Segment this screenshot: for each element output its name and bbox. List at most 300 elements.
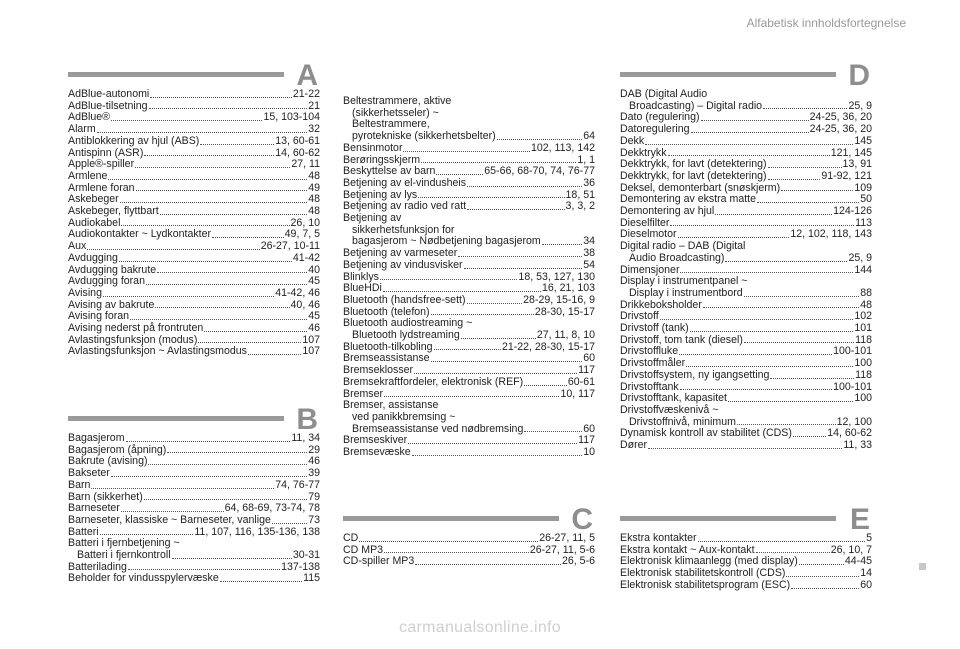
- dot-leader: [108, 179, 307, 180]
- entry-term: Avising foran: [68, 310, 130, 323]
- entry-term: Antiblokkering av hjul (ABS): [68, 134, 200, 147]
- entry-pages: 1, 1: [577, 153, 595, 166]
- index-entry: [620, 171, 872, 183]
- dot-leader: [791, 588, 859, 589]
- entry-term: Betjening av el-vindusheis: [343, 176, 467, 189]
- dot-leader: [680, 272, 853, 273]
- entry-pages: 46: [308, 455, 320, 468]
- index-entry: [620, 580, 872, 592]
- dot-leader: [768, 167, 842, 168]
- entry-pages: 11, 33: [843, 439, 872, 452]
- index-entry: [68, 253, 320, 265]
- entry-term: Avlastingsfunksjon ~ Avlastingsmodus: [68, 345, 247, 358]
- index-entry: [343, 178, 595, 190]
- entry-pages: 34: [583, 235, 595, 248]
- entry-pages: 48: [308, 193, 320, 206]
- section-d-header: [620, 59, 872, 92]
- entry-pages: 21-22, 28-30, 15-17: [501, 340, 595, 353]
- entry-term: Drikkeboksholder: [620, 298, 702, 311]
- entry-term: Dynamisk kontroll av stabilitet (CDS): [620, 427, 792, 440]
- dot-leader: [786, 576, 859, 577]
- entry-pages: 45: [308, 310, 320, 323]
- dot-leader: [126, 441, 291, 442]
- dot-leader: [744, 296, 860, 297]
- entry-term: DAB (Digital Audio: [620, 88, 708, 100]
- dot-leader: [670, 225, 854, 226]
- entry-pages: 102: [854, 310, 872, 323]
- entry-pages: 121, 145: [830, 146, 872, 159]
- entry-pages: 11, 34: [291, 432, 320, 444]
- entry-pages: 48: [308, 205, 320, 218]
- entry-term: Dekktrykk, for lavt (detektering): [620, 169, 767, 182]
- index-entry: [620, 370, 872, 382]
- dot-leader: [703, 307, 859, 308]
- index-entries-b-cont: [343, 96, 595, 459]
- entry-pages: 117: [578, 364, 595, 377]
- entry-term: Demontering av ekstra matte: [620, 193, 757, 206]
- entry-pages: 32: [308, 123, 320, 136]
- dot-leader: [272, 523, 307, 524]
- index-entry: [620, 533, 872, 545]
- section-b-header: [68, 403, 320, 436]
- dot-leader: [542, 244, 582, 245]
- index-entry: [68, 112, 320, 124]
- dot-leader: [384, 396, 559, 397]
- dot-leader: [200, 144, 274, 145]
- entry-pages: 60-61: [567, 375, 595, 388]
- entry-term: Elektronisk stabilitetskontroll (CDS): [620, 567, 786, 580]
- index-entry: [620, 323, 872, 335]
- dot-leader: [770, 378, 854, 379]
- index-entry: [68, 573, 320, 585]
- entry-term: Avising av bakrute: [68, 298, 155, 311]
- entry-term: Bluetooth lydstreaming: [352, 329, 460, 342]
- entry-term: Batteri: [68, 525, 99, 538]
- section-e-header: [620, 503, 872, 536]
- section-letter: B: [296, 403, 318, 436]
- entry-pages: 21: [308, 99, 320, 112]
- dot-leader: [414, 373, 577, 374]
- entry-term: Apple®-spiller: [68, 158, 135, 171]
- entry-term: Bensinmotor: [343, 141, 403, 154]
- entry-pages: 124-126: [833, 205, 872, 218]
- entry-pages: 117: [578, 434, 595, 447]
- index-entry: [68, 346, 320, 358]
- dot-leader: [412, 455, 583, 456]
- entry-pages: 48: [308, 169, 320, 182]
- entry-term: Avising nederst på frontruten: [68, 322, 204, 335]
- entry-pages: 25, 9: [848, 251, 872, 264]
- entry-term: Avising: [68, 286, 102, 299]
- entry-pages: 60: [583, 422, 595, 435]
- index-entry: [343, 556, 595, 568]
- section-letter: D: [848, 59, 870, 92]
- entry-term: Bremser: [343, 387, 384, 400]
- dot-leader: [149, 108, 308, 109]
- index-entry: [620, 124, 872, 136]
- entry-pages: 15, 103-104: [263, 111, 320, 124]
- index-entry: [620, 428, 872, 440]
- entry-term: Bluetooth (handsfree-sett): [343, 293, 466, 306]
- index-entry: [68, 515, 320, 527]
- dot-leader: [91, 488, 274, 489]
- entry-pages: 26-27, 11, 5-6: [529, 543, 595, 556]
- entry-term: Bagasjerom (åpning): [68, 443, 167, 456]
- entry-term: Drivstofftank: [620, 380, 679, 393]
- entry-pages: 26-27, 10-11: [260, 240, 320, 253]
- entry-term: Alarm: [68, 123, 96, 136]
- dot-leader: [715, 214, 832, 215]
- entry-term: Bremseskiver: [343, 434, 408, 447]
- entry-term: Beholder for vindusspylervæske: [68, 572, 219, 585]
- entry-term: ved panikkbremsing ~: [352, 410, 456, 423]
- entry-term: Dører: [620, 439, 648, 452]
- entry-term: Betjening av radio ved ratt: [343, 200, 467, 213]
- entry-pages: 13, 60-61: [275, 134, 320, 147]
- dot-leader: [467, 186, 582, 187]
- dot-leader: [119, 261, 292, 262]
- entry-pages: 49, 7, 5: [284, 228, 320, 241]
- entry-term: (sikkerhetsseler) ~: [352, 106, 439, 119]
- entry-pages: 64: [583, 130, 595, 143]
- entry-term: Barn: [68, 478, 91, 491]
- entry-pages: 118: [855, 333, 872, 346]
- dot-leader: [756, 552, 830, 553]
- dot-leader: [467, 209, 564, 210]
- dot-leader: [648, 448, 842, 449]
- dot-leader: [793, 436, 826, 437]
- entry-pages: 41-42: [292, 251, 320, 264]
- dot-leader: [763, 108, 847, 109]
- index-entries-b: [68, 433, 320, 585]
- entry-pages: 27, 11: [291, 158, 320, 171]
- dot-leader: [668, 155, 830, 156]
- entry-term: Betjening av vindusvisker: [343, 258, 463, 271]
- entry-pages: 3, 3, 2: [565, 200, 595, 213]
- index-entry: [68, 480, 320, 492]
- entry-term: Batterilading: [68, 560, 127, 573]
- entry-pages: 44-45: [844, 555, 872, 568]
- entry-term: CD MP3: [343, 543, 384, 556]
- dot-leader: [157, 272, 307, 273]
- entry-pages: 30-31: [292, 549, 320, 562]
- index-entry: [343, 330, 595, 342]
- index-entry: [343, 447, 595, 459]
- entry-term: Bluetooth audiostreaming ~: [343, 317, 473, 330]
- entry-term: Beltestrammere,: [352, 118, 430, 131]
- section-c-header: [343, 503, 595, 536]
- dot-leader: [146, 284, 307, 285]
- index-entry: [620, 405, 872, 417]
- entry-pages: 45: [308, 275, 320, 288]
- index-entries-c: [343, 533, 595, 568]
- entry-pages: 18, 51: [565, 188, 595, 201]
- entry-pages: 12, 102, 118, 143: [790, 228, 872, 241]
- index-entry: [68, 206, 320, 218]
- section-a-header: [68, 59, 320, 92]
- dot-leader: [121, 225, 289, 226]
- entry-term: Display i instrumentpanel ~: [620, 275, 748, 288]
- dot-leader: [198, 342, 301, 343]
- dot-leader: [686, 366, 853, 367]
- entry-term: Audiokontakter ~ Lydkontakter: [68, 228, 212, 241]
- section-rule: [68, 416, 284, 421]
- dot-leader: [384, 552, 529, 553]
- dot-leader: [103, 296, 274, 297]
- index-entry: [343, 412, 595, 424]
- entry-term: Armlene foran: [68, 181, 135, 194]
- entry-term: Dekktrykk, for lavt (detektering): [620, 158, 767, 171]
- dot-leader: [799, 564, 844, 565]
- dot-leader: [144, 499, 307, 500]
- section-d: [620, 59, 872, 452]
- entry-term: Drivstoffsystem, ny igangsetting: [620, 368, 770, 381]
- entry-pages: 41-42, 46: [275, 286, 320, 299]
- entry-term: Avdugging bakrute: [68, 263, 157, 276]
- entry-pages: 13, 91: [842, 158, 872, 171]
- index-entry: [620, 136, 872, 148]
- entry-term: Betjening av: [343, 212, 402, 225]
- entry-term: Bremsekraftfordeler, elektronisk (REF): [343, 375, 524, 388]
- section-rule: [620, 516, 836, 521]
- index-entry: [68, 171, 320, 183]
- section-letter: E: [849, 503, 870, 536]
- entry-term: Digital radio – DAB (Digital: [620, 240, 746, 253]
- entry-term: Dekk: [620, 134, 645, 147]
- entry-term: Bluetooth-tilkobling: [343, 340, 433, 353]
- entry-term: Barneseter: [68, 502, 120, 515]
- dot-leader: [97, 132, 308, 133]
- dot-leader: [768, 179, 821, 180]
- entry-pages: 74, 76-77: [275, 478, 320, 491]
- watermark: carmanualsonline.info: [399, 619, 561, 636]
- dot-leader: [148, 464, 307, 465]
- dot-leader: [524, 385, 567, 386]
- section-rule: [620, 72, 836, 77]
- entry-term: Ekstra kontakt ~ Aux-kontakt: [620, 543, 755, 556]
- entry-pages: 28-30, 15-17: [534, 305, 595, 318]
- index-entry: [68, 89, 320, 101]
- entry-pages: 10, 117: [560, 387, 595, 400]
- entry-term: AdBlue-autonomi: [68, 88, 150, 100]
- entry-term: Avdugging: [68, 251, 118, 264]
- entry-pages: 28-29, 15-16, 9: [523, 293, 595, 306]
- entry-pages: 54: [583, 258, 595, 271]
- entry-pages: 24-25, 36, 20: [809, 123, 872, 136]
- dot-leader: [150, 97, 292, 98]
- entry-pages: 26, 5-6: [562, 555, 595, 568]
- entry-term: Drivstoffvæskenivå ~: [620, 403, 719, 416]
- entry-term: Drivstoff (tank): [620, 322, 689, 335]
- section-letter: C: [571, 503, 593, 536]
- entry-term: Drivstoffluke: [620, 345, 679, 358]
- entry-term: Dieselmotor: [620, 228, 677, 241]
- dot-leader: [467, 303, 523, 304]
- entry-pages: 26, 10: [290, 216, 320, 229]
- index-entry: [68, 136, 320, 148]
- entry-pages: 14, 60-62: [827, 427, 872, 440]
- entry-term: Audio Broadcasting): [629, 251, 725, 264]
- dot-leader: [403, 151, 530, 152]
- entry-term: Betjening av varmeseter: [343, 247, 458, 260]
- entry-pages: 24-25, 36, 20: [809, 111, 872, 124]
- dot-leader: [524, 431, 582, 432]
- dot-leader: [160, 214, 308, 215]
- entry-pages: 100: [854, 392, 872, 405]
- entry-pages: 65-66, 68-70, 74, 76-77: [484, 165, 595, 178]
- entry-term: Barn (sikkerhet): [68, 490, 143, 503]
- dot-leader: [434, 349, 501, 350]
- entry-pages: 38: [583, 247, 595, 260]
- entry-pages: 11, 107, 116, 135-136, 138: [194, 525, 320, 538]
- dot-leader: [436, 174, 483, 175]
- dot-leader: [248, 354, 301, 355]
- dot-leader: [408, 443, 577, 444]
- dot-leader: [757, 202, 859, 203]
- index-entry: [620, 253, 872, 265]
- entry-term: Bagasjerom: [68, 432, 125, 444]
- entry-term: AdBlue-tilsetning: [68, 99, 148, 112]
- entry-term: Bremsevæske: [343, 446, 411, 459]
- entry-term: Bremseassistanse ved nødbremsing: [352, 422, 524, 435]
- dot-leader: [698, 541, 866, 542]
- entry-term: Elektronisk stabilitetsprogram (ESC): [620, 578, 791, 591]
- entry-term: Aux: [68, 240, 87, 253]
- entry-term: Demontering av hjul: [620, 205, 715, 218]
- entry-term: Bluetooth (telefon): [343, 305, 430, 318]
- section-a: [68, 59, 320, 358]
- section-b: [68, 403, 320, 585]
- dot-leader: [135, 167, 290, 168]
- dot-leader: [678, 237, 790, 238]
- entry-pages: 91-92, 121: [821, 169, 872, 182]
- section-c: [343, 503, 595, 568]
- index-entries-d: [620, 89, 872, 452]
- index-entry: [68, 433, 320, 445]
- entry-term: Beltestrammere, aktive: [343, 95, 452, 107]
- entry-pages: 107: [302, 333, 320, 346]
- entry-term: Berøringsskjerm: [343, 153, 421, 166]
- entry-term: Drivstoffnivå, minimum: [629, 415, 736, 428]
- entry-term: bagasjerom ~ Nødbetjening bagasjerom: [352, 235, 541, 248]
- index-entry: [620, 288, 872, 300]
- entry-term: Bakseter: [68, 467, 110, 480]
- entry-term: sikkerhetsfunksjon for: [352, 223, 455, 236]
- entry-term: Bremser, assistanse: [343, 399, 439, 412]
- entry-term: Deksel, demonterbart (snøskjerm): [620, 181, 781, 194]
- dot-leader: [458, 256, 582, 257]
- dot-leader: [172, 558, 292, 559]
- entry-pages: 29: [308, 443, 320, 456]
- entry-term: CD: [343, 532, 359, 544]
- entry-term: AdBlue®: [68, 111, 110, 124]
- entry-pages: 48: [860, 298, 872, 311]
- entry-pages: 88: [860, 286, 872, 299]
- entry-pages: 100: [854, 357, 872, 370]
- dot-leader: [415, 564, 561, 565]
- dot-leader: [383, 291, 541, 292]
- index-entries-a: [68, 89, 320, 358]
- entry-pages: 14: [860, 567, 872, 580]
- entry-term: Batteri i fjernkontroll: [77, 549, 171, 562]
- dot-leader: [464, 268, 583, 269]
- entry-pages: 145: [854, 134, 872, 147]
- dot-leader: [380, 279, 518, 280]
- dot-leader: [680, 389, 832, 390]
- entry-pages: 39: [308, 467, 320, 480]
- entry-pages: 12, 100: [836, 415, 872, 428]
- dot-leader: [660, 319, 854, 320]
- entry-pages: 118: [855, 368, 872, 381]
- entry-pages: 73: [308, 513, 320, 526]
- entry-term: Dieselfilter: [620, 216, 670, 229]
- dot-leader: [728, 401, 853, 402]
- entry-pages: 60: [860, 578, 872, 591]
- entry-pages: 100-101: [833, 345, 872, 358]
- entry-pages: 40: [308, 263, 320, 276]
- section-b-cont: [343, 96, 595, 459]
- index-entry: [620, 440, 872, 452]
- entry-pages: 101: [854, 322, 872, 335]
- dot-leader: [130, 319, 307, 320]
- entry-term: Batteri i fjernbetjening ~: [68, 537, 180, 550]
- entry-term: Dato (regulering): [620, 111, 700, 124]
- dot-leader: [111, 120, 262, 121]
- index-entry: [68, 550, 320, 562]
- entry-term: Avlastingsfunksjon (modus): [68, 333, 198, 346]
- dot-leader: [737, 424, 836, 425]
- entry-pages: 26-27, 11, 5: [539, 532, 595, 544]
- entry-pages: 18, 53, 127, 130: [518, 270, 595, 283]
- entry-term: Betjening av lys: [343, 188, 418, 201]
- dot-leader: [421, 162, 576, 163]
- dot-leader: [359, 541, 538, 542]
- section-rule: [343, 516, 559, 521]
- dot-leader: [431, 314, 534, 315]
- entry-term: CD-spiller MP3: [343, 555, 415, 568]
- entry-pages: 79: [308, 490, 320, 503]
- index-entry: [620, 206, 872, 218]
- entry-term: Drivstoff: [620, 310, 659, 323]
- entry-pages: 46: [308, 322, 320, 335]
- dot-leader: [725, 261, 847, 262]
- index-entries-e: [620, 533, 872, 592]
- entry-pages: 113: [855, 216, 872, 229]
- entry-term: Barneseter, klassiske ~ Barneseter, vanlige: [68, 513, 271, 526]
- entry-pages: 27, 11, 8, 10: [536, 329, 595, 342]
- dot-leader: [121, 511, 224, 512]
- entry-pages: 25, 9: [848, 99, 872, 112]
- entry-term: Drivstoffmåler: [620, 357, 686, 370]
- entry-term: Askebeger: [68, 193, 119, 206]
- index-entry: [68, 323, 320, 335]
- dot-leader: [128, 569, 280, 570]
- dot-leader: [744, 342, 854, 343]
- page-header: Alfabetisk innholdsfortegnelse: [746, 16, 906, 30]
- entry-term: Beskyttelse av barn: [343, 165, 436, 178]
- dot-leader: [679, 354, 832, 355]
- entry-pages: 14, 60-62: [275, 146, 320, 159]
- dot-leader: [111, 476, 307, 477]
- dot-leader: [155, 307, 289, 308]
- entry-pages: 26, 10, 7: [830, 543, 872, 556]
- entry-term: Audiokabel: [68, 216, 121, 229]
- entry-pages: 36: [583, 176, 595, 189]
- entry-term: pyrotekniske (sikkerhetsbelter): [352, 130, 496, 143]
- entry-term: Drivstofftank, kapasitet: [620, 392, 727, 405]
- dot-leader: [431, 361, 583, 362]
- entry-term: Dimensjoner: [620, 263, 680, 276]
